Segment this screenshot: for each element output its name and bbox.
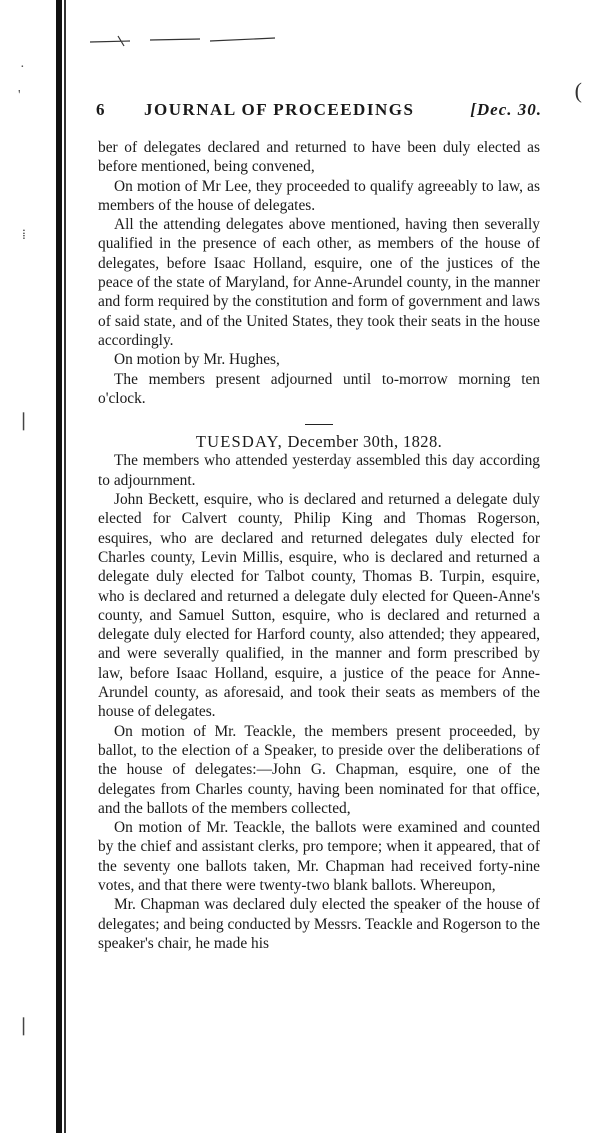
paragraph: On motion of Mr Lee, they proceeded to qualify agreeably to law, as members of the house of delegates.: [98, 177, 540, 214]
scan-pen-marks: [90, 30, 290, 50]
paragraph: On motion by Mr. Hughes,: [114, 351, 280, 369]
paragraph: The members present adjourned until to-morrow morning ten o'clock.: [98, 370, 540, 407]
page-binding-edge: [56, 0, 62, 1133]
margin-mark-3: ⁞: [22, 228, 26, 243]
corner-scratch-mark: (: [574, 78, 582, 103]
paragraph: The members who attended yesterday assembled this day according to adjournment.: [98, 452, 540, 489]
margin-mark-2: ': [18, 88, 21, 103]
header-date: [Dec. 30.: [470, 100, 542, 119]
margin-mark-5: ❘: [16, 1015, 32, 1035]
day-name: TUESDAY,: [195, 432, 283, 452]
paragraph: On motion of Mr. Teackle, the members present proceeded, by ballot, to the election of a Speaker, to preside over the deliberations of the house of delegates:—John G. Chapman, esquire, one of the delegates from Charles county, having been nominated for that office, and the ballots of the members collected,: [98, 722, 540, 817]
page-number: 6: [96, 100, 106, 119]
day-date: December 30th, 1828.: [287, 432, 443, 452]
paragraph: John Beckett, esquire, who is declared and returned a delegate duly elected for Calvert county, Philip King and Thomas Rogerson, esquires, who are declared and returned delegates duly elected for Charles county, Levin Millis, esquire, who is declared and returned a delegate duly elected for Talbot county, Thomas B. Turpin, esquire, who is declared and returned a delegate duly elected for Queen-Anne's county, and Samuel Sutton, esquire, who is declared and returned a delegate duly elected for Harford county, also attended; they appeared, and were severally qualified, in the manner and form prescribed by law, before Isaac Holland, esquire, a justice of the peace for Anne-Arundel county, as aforesaid, and took their seats as members of the house of delegates.: [98, 491, 540, 721]
paragraph: All the attending delegates above mentioned, having then severally qualified in the presence of each other, as members of the house of delegates, before Isaac Holland, esquire, one of the justices of the peace of the state of Maryland, for Anne-Arundel county, in the manner and form required by the constitution and form of government and laws of said state, and of the United States, they took their seats in the house accordingly.: [98, 216, 540, 349]
day-heading: [98, 432, 540, 451]
margin-mark-1: ·: [20, 60, 25, 75]
page-body: [98, 138, 540, 953]
running-header: [96, 100, 542, 128]
page-binding-shadow: [64, 0, 66, 1133]
running-title: JOURNAL OF PROCEEDINGS: [144, 100, 415, 119]
section-divider: [305, 424, 333, 425]
margin-mark-4: ❘: [16, 410, 32, 430]
paragraph: ber of delegates declared and returned to have been duly elected as before mentioned, being convened,: [98, 139, 540, 176]
paragraph: Mr. Chapman was declared duly elected the speaker of the house of delegates; and being conducted by Messrs. Teackle and Rogerson to the speaker's chair, he made his: [98, 896, 540, 952]
paragraph: On motion of Mr. Teackle, the ballots were examined and counted by the chief and assistant clerks, pro tempore; when it appeared, that of the seventy one ballots taken, Mr. Chapman had received forty-nine votes, and that there were twenty-two blank ballots. Whereupon,: [98, 819, 540, 894]
